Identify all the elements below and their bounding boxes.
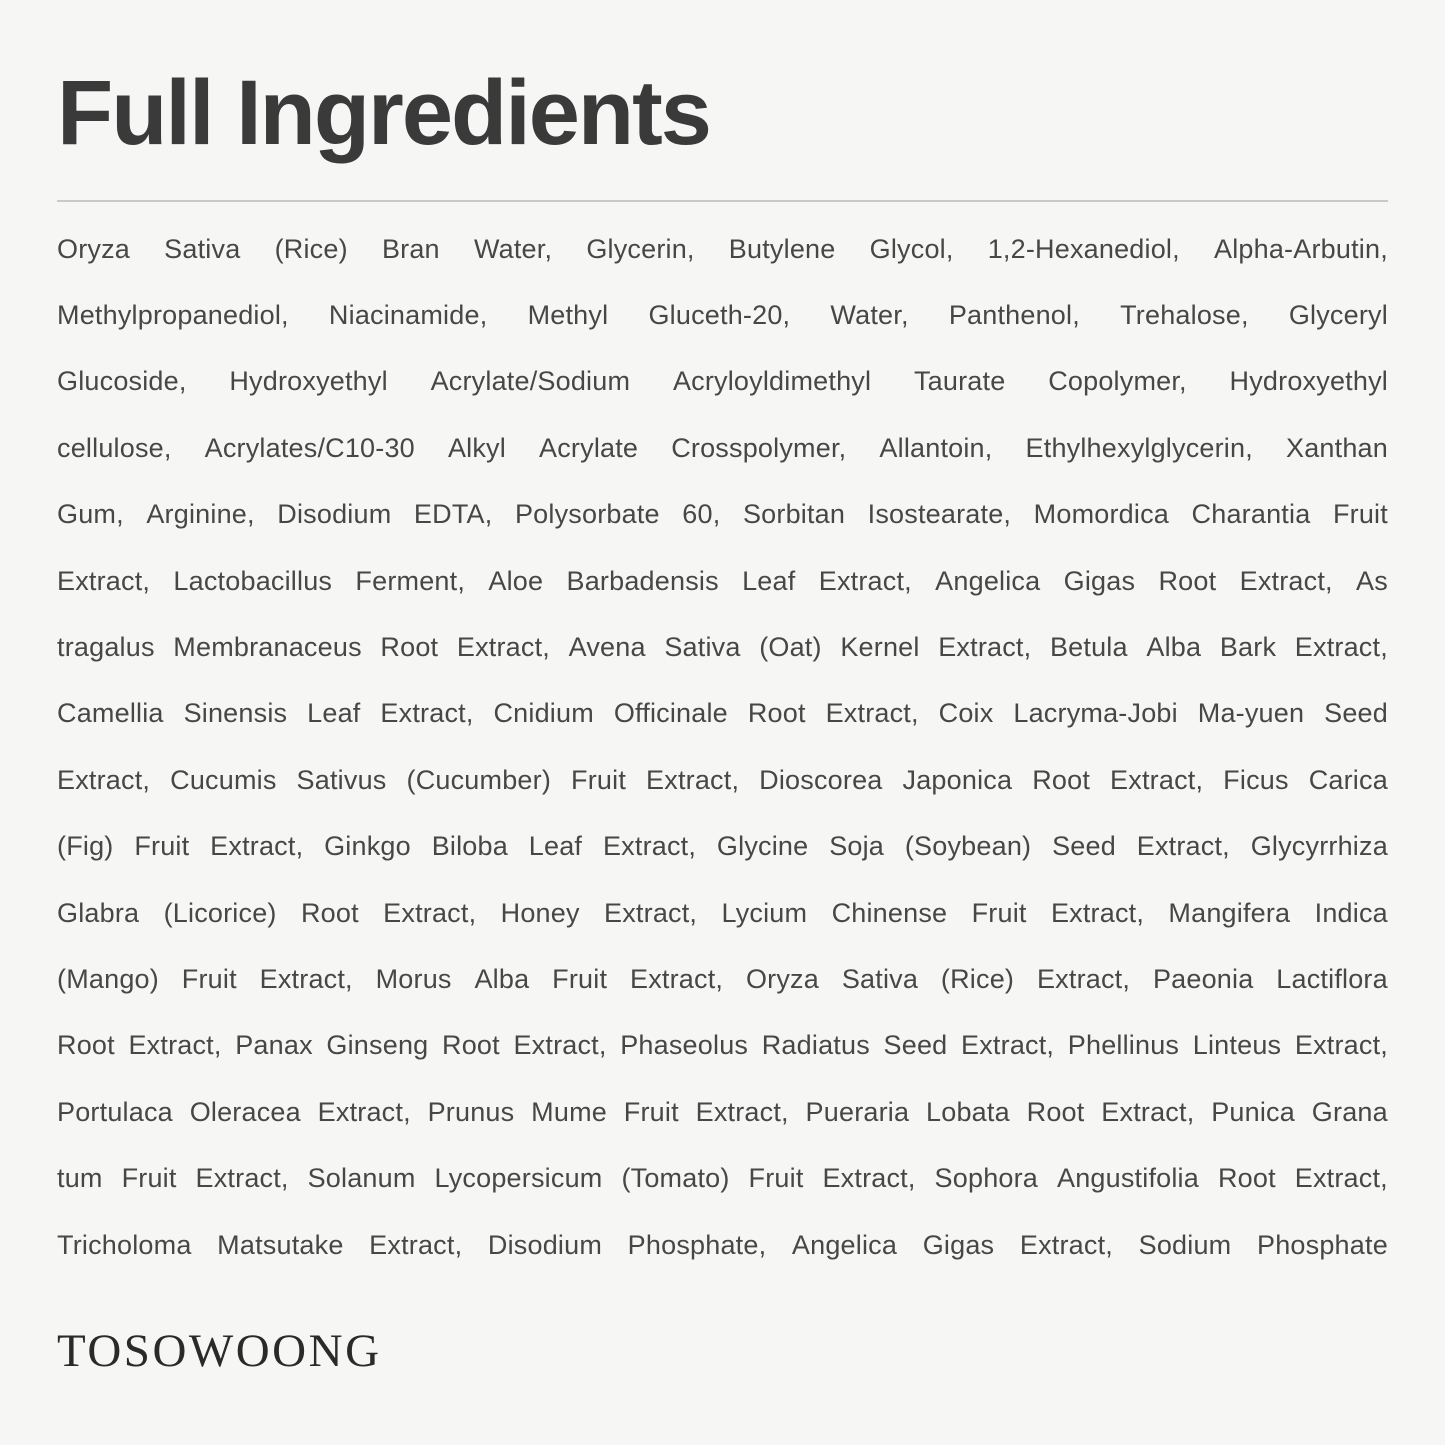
ingredient-word: Alba [1146, 632, 1202, 663]
ingredient-word: Betula [1049, 632, 1128, 663]
ingredient-word: Fruit [181, 963, 237, 994]
ingredient-word: Ginseng [326, 1030, 429, 1061]
ingredient-word: Extract, [1101, 1096, 1195, 1127]
ingredient-word: Fruit [552, 963, 608, 994]
ingredient-word: (Licorice) [163, 897, 277, 928]
ingredient-word: Extract, [57, 764, 151, 795]
ingredient-word: Phosphate, [627, 1229, 767, 1260]
ingredients-line [57, 548, 1388, 614]
ingredient-word: Root [1032, 764, 1091, 795]
ingredient-word: Avena [568, 632, 646, 663]
ingredient-word: Hydroxyethyl [229, 366, 388, 397]
ingredient-word: Linteus [1192, 1030, 1282, 1061]
ingredient-word: Root [1158, 565, 1217, 596]
ingredient-word: Root [300, 897, 359, 928]
ingredient-word: Seed [883, 1030, 948, 1061]
ingredient-word: Punica [1211, 1096, 1295, 1127]
ingredients-line [57, 216, 1388, 282]
ingredient-word: Niacinamide, [328, 300, 488, 331]
ingredient-word: Sativus [296, 764, 387, 795]
ingredient-word: Panax [235, 1030, 313, 1061]
ingredient-word: cellulose, [57, 432, 172, 463]
ingredient-word: Extract, [1019, 1229, 1113, 1260]
ingredient-word: Ma-yuen [1197, 698, 1305, 729]
ingredient-word: Charantia [1191, 499, 1311, 530]
ingredient-word: Solanum [307, 1163, 416, 1194]
ingredient-word: Extract, [1294, 1030, 1388, 1061]
ingredient-word: Panthenol, [948, 300, 1080, 331]
ingredient-word: Lycium [721, 897, 808, 928]
ingredient-word: Lycopersicum [434, 1163, 603, 1194]
ingredient-word: (Fig) [57, 831, 114, 862]
ingredient-word: (Rice) [274, 233, 348, 264]
ingredient-word: Disodium [277, 499, 392, 530]
ingredient-word: Barbadensis [566, 565, 719, 596]
ingredient-word: Chinense [831, 897, 948, 928]
ingredient-word: Lobata [926, 1096, 1010, 1127]
ingredient-word: Extract, [1110, 764, 1204, 795]
ingredients-line [57, 1145, 1388, 1211]
ingredients-line [57, 1079, 1388, 1145]
ingredient-word: Arginine, [146, 499, 255, 530]
ingredients-line [57, 1013, 1388, 1079]
ingredient-word: Extract, [646, 764, 740, 795]
ingredient-word: Leaf [307, 698, 361, 729]
ingredient-word: Extract, [1294, 1163, 1388, 1194]
ingredient-word: Fruit [134, 831, 190, 862]
ingredient-word: (Cucumber) [406, 764, 552, 795]
ingredient-word: (Tomato) [621, 1163, 730, 1194]
ingredient-word: Extract, [383, 897, 477, 928]
ingredient-word: Extract, [259, 963, 353, 994]
ingredient-word: Glabra [57, 897, 140, 928]
ingredient-word: Extract, [513, 1030, 607, 1061]
ingredient-word: Extract, [602, 831, 697, 862]
ingredient-word: Methylpropanediol, [57, 300, 289, 331]
ingredient-word: Gigas [1063, 565, 1136, 596]
ingredient-word: tum [57, 1163, 103, 1194]
ingredient-word: Alba [474, 963, 530, 994]
ingredient-word: Extract, [57, 565, 151, 596]
ingredient-word: EDTA, [413, 499, 493, 530]
ingredient-word: Acrylate [539, 432, 639, 463]
ingredient-word: Extract, [369, 1229, 463, 1260]
ingredient-word: Water, [473, 233, 553, 264]
ingredient-word: Glycine [716, 831, 809, 862]
ingredient-word: Angelica [935, 565, 1041, 596]
ingredient-word: Sativa [164, 233, 241, 264]
ingredient-word: Angelica [791, 1229, 898, 1260]
ingredient-word: Root [1217, 1163, 1276, 1194]
ingredient-word: Carica [1308, 764, 1388, 795]
divider [57, 200, 1388, 202]
ingredient-word: Oryza [745, 963, 819, 994]
ingredient-word: Glyceryl [1288, 300, 1388, 331]
ingredient-word: Soja [829, 831, 885, 862]
ingredient-word: Fruit [571, 764, 627, 795]
ingredient-word: Leaf [742, 565, 796, 596]
ingredient-word: Acrylate/Sodium [430, 366, 631, 397]
ingredient-word: As [1356, 565, 1388, 596]
ingredient-word: Lacryma-Jobi [1013, 698, 1178, 729]
ingredients-line [57, 614, 1388, 680]
ingredient-word: Sophora [934, 1163, 1039, 1194]
ingredient-word: Extract, [695, 1096, 789, 1127]
ingredient-word: tragalus [57, 632, 155, 663]
ingredient-word: Phaseolus [620, 1030, 749, 1061]
ingredient-word: Extract, [630, 963, 724, 994]
ingredients-line [57, 282, 1388, 348]
ingredient-word: Glucoside, [57, 366, 187, 397]
ingredient-word: Fruit [623, 1096, 679, 1127]
ingredient-word: Extract, [195, 1163, 289, 1194]
ingredient-word: Gigas [922, 1229, 995, 1260]
ingredient-word: Biloba [431, 831, 508, 862]
ingredient-word: Cucumis [170, 764, 277, 795]
ingredient-word: Disodium [487, 1229, 603, 1260]
ingredient-word: Butylene [728, 233, 836, 264]
ingredient-word: Ferment, [355, 565, 466, 596]
ingredient-word: Radiatus [761, 1030, 870, 1061]
ingredient-word: Acrylates/C10-30 [204, 432, 415, 463]
ingredient-word: Japonica [902, 764, 1013, 795]
ingredient-word: Copolymer, [1048, 366, 1187, 397]
ingredient-word: Alpha-Arbutin, [1214, 233, 1388, 264]
ingredient-word: Fruit [748, 1163, 804, 1194]
ingredient-word: Extract, [1136, 831, 1230, 862]
ingredient-word: Cnidium [493, 698, 594, 729]
ingredient-word: Extract, [1294, 632, 1388, 663]
ingredient-word: Coix [938, 698, 994, 729]
ingredient-word: 1,2-Hexanediol, [987, 233, 1180, 264]
ingredient-word: Grana [1311, 1096, 1388, 1127]
ingredient-word: Water, [830, 300, 909, 331]
ingredient-word: Sativa [841, 963, 919, 994]
ingredients-line [57, 880, 1388, 946]
ingredients-line [57, 349, 1388, 415]
ingredient-word: Bran [381, 233, 440, 264]
ingredient-word: Fruit [1332, 499, 1388, 530]
ingredient-word: Root [1026, 1096, 1085, 1127]
ingredient-word: Extract, [604, 897, 698, 928]
ingredient-word: Leaf [528, 831, 583, 862]
ingredient-word: Extract, [825, 698, 919, 729]
ingredient-word: Seed [1052, 831, 1116, 862]
brand-logo: TOSOWOONG [57, 1325, 382, 1378]
ingredient-word: Allantoin, [879, 432, 993, 463]
ingredient-word: Glycol, [869, 233, 954, 264]
ingredient-word: Gum, [57, 499, 124, 530]
ingredient-word: Phosphate [1257, 1229, 1388, 1260]
ingredient-word: Extract, [1036, 963, 1131, 994]
ingredient-word: Sativa [664, 632, 741, 663]
ingredient-word: Extract, [317, 1096, 411, 1127]
ingredient-word: Glycyrrhiza [1250, 831, 1388, 862]
ingredient-word: Isostearate, [867, 499, 1012, 530]
ingredient-word: Ficus [1223, 764, 1289, 795]
ingredient-word: Extract, [128, 1030, 222, 1061]
ingredient-word: Methyl [527, 300, 609, 331]
ingredient-word: Oryza [57, 233, 131, 264]
ingredient-word: Prunus [427, 1096, 515, 1127]
ingredients-line [57, 946, 1388, 1012]
ingredient-word: Fruit [971, 897, 1027, 928]
ingredient-word: Pueraria [805, 1096, 910, 1127]
ingredient-word: Aloe [488, 565, 544, 596]
ingredient-word: Extract, [456, 632, 550, 663]
ingredient-word: Extract, [1050, 897, 1145, 928]
ingredient-word: Lactobacillus [173, 565, 333, 596]
ingredient-word: Sodium [1138, 1229, 1232, 1260]
ingredient-word: Extract, [961, 1030, 1055, 1061]
ingredient-word: 60, [682, 499, 721, 530]
ingredient-word: Extract, [938, 632, 1032, 663]
ingredient-word: Angustifolia [1056, 1163, 1199, 1194]
ingredients-line [57, 415, 1388, 481]
ingredient-word: Lactiflora [1276, 963, 1388, 994]
ingredient-word: Crosspolymer, [671, 432, 847, 463]
ingredient-word: Paeonia [1152, 963, 1254, 994]
ingredient-word: (Rice) [940, 963, 1015, 994]
ingredient-word: Extract, [822, 1163, 916, 1194]
ingredient-word: Acryloyldimethyl [672, 366, 872, 397]
ingredients-line [57, 681, 1388, 747]
ingredient-word: Root [747, 698, 806, 729]
ingredient-word: Mangifera [1168, 897, 1291, 928]
ingredient-word: Root [380, 632, 439, 663]
ingredient-word: Matsutake [217, 1229, 344, 1260]
ingredient-word: Morus [375, 963, 452, 994]
ingredient-word: Ginkgo [324, 831, 411, 862]
ingredient-word: Phellinus [1067, 1030, 1180, 1061]
ingredient-word: Mume [531, 1096, 607, 1127]
page-title: Full Ingredients [57, 62, 710, 164]
ingredient-word: Tricholoma [57, 1229, 192, 1260]
ingredient-word: Oleracea [189, 1096, 301, 1127]
ingredient-word: Bark [1219, 632, 1277, 663]
ingredient-word: Hydroxyethyl [1229, 366, 1388, 397]
ingredients-text [57, 216, 1388, 1278]
ingredient-word: Alkyl [447, 432, 506, 463]
ingredient-word: Trehalose, [1120, 300, 1249, 331]
ingredient-word: Sorbitan [742, 499, 846, 530]
ingredient-word: (Oat) [759, 632, 822, 663]
ingredient-word: Fruit [121, 1163, 177, 1194]
ingredient-word: Seed [1324, 698, 1388, 729]
ingredient-word: Xanthan [1285, 432, 1388, 463]
ingredient-word: Polysorbate [514, 499, 660, 530]
ingredient-word: Dioscorea [759, 764, 883, 795]
ingredient-word: Extract, [818, 565, 912, 596]
ingredient-word: Root [57, 1030, 115, 1061]
ingredient-word: Momordica [1033, 499, 1170, 530]
ingredient-word: Indica [1314, 897, 1388, 928]
ingredient-word: Sinensis [183, 698, 288, 729]
ingredients-line [57, 747, 1388, 813]
ingredients-line [57, 814, 1388, 880]
ingredient-word: Root [442, 1030, 500, 1061]
ingredients-line [57, 1212, 1388, 1278]
ingredient-word: Extract, [1239, 565, 1333, 596]
ingredient-word: Kernel [840, 632, 920, 663]
ingredient-word: Extract, [210, 831, 304, 862]
ingredients-line [57, 482, 1388, 548]
ingredient-word: Gluceth-20, [648, 300, 791, 331]
ingredient-word: Honey [500, 897, 580, 928]
ingredient-word: Portulaca [57, 1096, 173, 1127]
ingredient-word: (Soybean) [904, 831, 1032, 862]
ingredient-word: (Mango) [57, 963, 159, 994]
ingredient-word: Officinale [613, 698, 728, 729]
ingredient-word: Ethylhexylglycerin, [1025, 432, 1253, 463]
ingredient-word: Glycerin, [586, 233, 695, 264]
ingredient-word: Taurate [913, 366, 1006, 397]
ingredient-word: Membranaceus [173, 632, 362, 663]
ingredient-word: Extract, [380, 698, 474, 729]
ingredient-word: Camellia [57, 698, 164, 729]
